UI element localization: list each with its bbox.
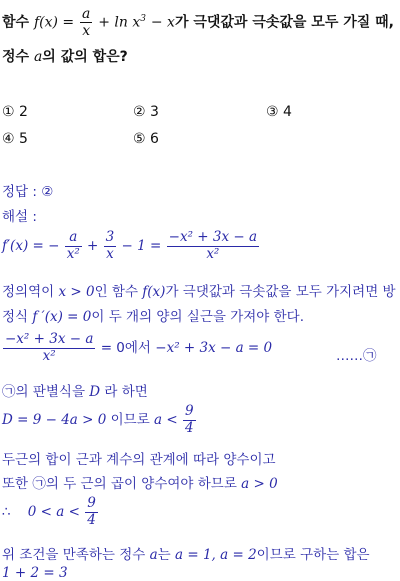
discriminant-line bbox=[2, 380, 148, 400]
question-frac-num: a bbox=[82, 6, 91, 22]
discriminant-result-line bbox=[2, 404, 197, 436]
range-fraction bbox=[85, 496, 98, 528]
question-line2-a: 정수 bbox=[2, 49, 30, 65]
question-ln-term: + ln x bbox=[98, 14, 141, 31]
frac-num: 3 bbox=[105, 229, 115, 245]
domain-text-b: 인 함수 bbox=[94, 284, 138, 300]
derivative-frac-3 bbox=[167, 230, 259, 262]
derivative-frac-2 bbox=[104, 230, 117, 262]
question-fraction bbox=[80, 6, 92, 39]
derivative-plus: + bbox=[87, 238, 99, 255]
question-minus-x: − x bbox=[150, 14, 175, 31]
option-value: 3 bbox=[150, 104, 159, 120]
concl-math-2: a = 2 bbox=[220, 547, 257, 563]
domain-text-a: 정의역이 bbox=[2, 284, 55, 300]
concl-math-1: a = 1, bbox=[175, 547, 216, 563]
option-mark: ② bbox=[133, 104, 146, 120]
eq-text-a: 정식 bbox=[2, 309, 29, 325]
product-math: a > 0 bbox=[241, 476, 278, 492]
product-text: 또한 ㉠의 두 근의 곱이 양수여야 하므로 bbox=[2, 476, 237, 492]
concl-text-c: 이므로 구하는 합은 bbox=[256, 547, 370, 563]
question-var-a: a bbox=[33, 49, 43, 65]
concl-text-b: 는 bbox=[157, 547, 171, 563]
frac-den: x² bbox=[3, 348, 95, 365]
question-line-2 bbox=[2, 46, 128, 66]
answer-mark: ② bbox=[41, 184, 54, 200]
concl-text-a: 위 조건을 만족하는 정수 bbox=[2, 547, 146, 563]
frac-num: −x² + 3x − a bbox=[5, 331, 94, 347]
equation-mid: = 0에서 bbox=[100, 340, 151, 357]
option-1[interactable] bbox=[2, 104, 28, 120]
frac-den: x² bbox=[66, 245, 80, 262]
question-exponent: 3 bbox=[140, 13, 146, 24]
answer-line bbox=[2, 180, 53, 200]
frac-num: 9 bbox=[185, 403, 194, 419]
domain-math: x > 0 bbox=[58, 284, 95, 300]
frac-num: −x² + 3x − a bbox=[168, 229, 258, 245]
derivative-frac-1 bbox=[65, 230, 82, 262]
question-line-1 bbox=[2, 6, 394, 39]
concl-var: a bbox=[149, 547, 158, 563]
derivative-lhs: f′(x) = − bbox=[2, 238, 60, 255]
option-value: 6 bbox=[150, 131, 159, 147]
equation-line bbox=[2, 332, 272, 364]
disc-math: D = 9 − 4a > 0 bbox=[2, 412, 107, 429]
question-frac-den: x bbox=[80, 22, 92, 39]
range-line bbox=[2, 496, 99, 528]
product-of-roots-line bbox=[2, 472, 278, 492]
derivative-minus-one: − 1 = bbox=[121, 238, 162, 255]
frac-den: x bbox=[104, 246, 117, 263]
option-mark: ① bbox=[2, 104, 15, 120]
equation-tag: ……㉠ bbox=[336, 348, 377, 364]
derivative-line bbox=[2, 230, 260, 262]
question-line2-b: 의 값의 합은? bbox=[42, 49, 128, 65]
disc-text: 이므로 bbox=[110, 412, 150, 429]
question-prefix: 함수 bbox=[2, 14, 30, 31]
solution-label: 해설 : bbox=[2, 209, 37, 225]
option-mark: ③ bbox=[266, 104, 279, 120]
equation-condition-line bbox=[2, 305, 304, 325]
option-value: 5 bbox=[19, 131, 28, 147]
frac-den: 4 bbox=[185, 419, 194, 436]
disc-text-b: 라 하면 bbox=[104, 384, 148, 400]
option-mark: ④ bbox=[2, 131, 15, 147]
conclusion-line bbox=[2, 543, 370, 563]
disc-ineq: a < bbox=[154, 412, 178, 429]
disc-text-a: ㉠의 판별식을 bbox=[2, 384, 85, 400]
frac-den: x² bbox=[167, 246, 259, 263]
answer-label: 정답 : bbox=[2, 184, 37, 200]
option-3[interactable] bbox=[266, 104, 292, 120]
domain-text-c: 가 극댓값과 극솟값을 모두 가지려면 방 bbox=[165, 284, 396, 300]
option-mark: ⑤ bbox=[133, 131, 146, 147]
eq-math: f ′(x) = 0 bbox=[32, 309, 92, 325]
option-4[interactable] bbox=[2, 131, 28, 147]
question-function-lhs: f(x) = bbox=[33, 14, 75, 31]
disc-fraction bbox=[183, 404, 196, 436]
sum-of-roots-line: 두근의 합이 근과 계수의 관계에 따라 양수이고 bbox=[2, 452, 276, 468]
question-condition: 가 극댓값과 극솟값을 모두 가질 때, bbox=[174, 14, 394, 31]
range-math: 0 < a < bbox=[27, 504, 80, 521]
final-answer: 1 + 2 = 3 bbox=[2, 565, 68, 581]
option-5[interactable] bbox=[133, 131, 159, 147]
disc-var: D bbox=[89, 384, 101, 400]
eq-text-b: 이 두 개의 양의 실근을 가져야 한다. bbox=[91, 309, 304, 325]
domain-line bbox=[2, 280, 396, 300]
option-value: 4 bbox=[283, 104, 292, 120]
frac-num: 9 bbox=[87, 495, 96, 511]
option-2[interactable] bbox=[133, 104, 159, 120]
domain-function: f(x) bbox=[142, 284, 166, 300]
frac-num: a bbox=[69, 229, 78, 245]
equation-right: −x² + 3x − a = 0 bbox=[155, 340, 273, 357]
frac-den: 4 bbox=[87, 511, 96, 528]
option-value: 2 bbox=[19, 104, 28, 120]
equation-fraction bbox=[3, 332, 95, 364]
therefore-symbol: ∴ bbox=[2, 504, 11, 521]
